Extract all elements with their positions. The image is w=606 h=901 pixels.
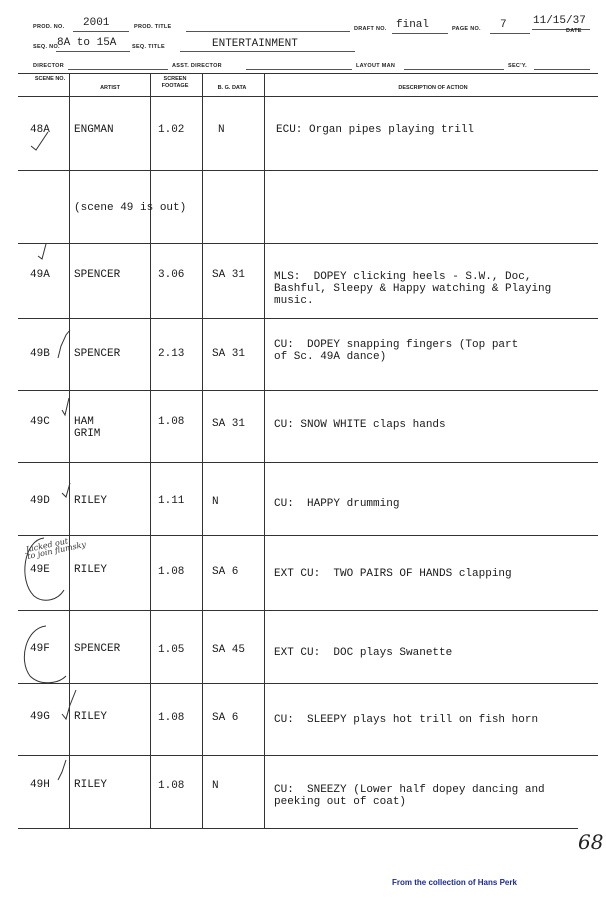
artist-name: RILEY (74, 779, 108, 791)
secy-label: SEC'Y. (508, 63, 528, 69)
asst-director-underline (246, 69, 352, 70)
artist-name: SPENCER (74, 269, 121, 281)
scene-number: 49E (30, 564, 50, 576)
row-separator (18, 243, 598, 244)
scene-number: 49C (30, 416, 50, 428)
date-label: DATE (566, 28, 582, 34)
artist-name: (scene 49 is out) (74, 202, 187, 214)
table-bottom-border (18, 828, 578, 829)
screen-footage: 2.13 (158, 348, 185, 360)
action-description: EXT CU: TWO PAIRS OF HANDS clapping (274, 568, 512, 580)
prod-no-label: PROD. NO. (33, 24, 65, 30)
seq-title-label: SEQ. TITLE (132, 44, 165, 50)
check-mark (38, 244, 46, 259)
col-divider-4 (264, 73, 265, 828)
artist-name: RILEY (74, 564, 108, 576)
date-value: 11/15/37 (533, 15, 586, 27)
scene-number: 48A (30, 124, 50, 136)
prod-no-underline (73, 31, 129, 32)
draft-no-value: final (396, 19, 430, 31)
row-separator (18, 390, 598, 391)
artist-name: ENGMAN (74, 124, 114, 136)
draft-no-underline (392, 33, 448, 34)
col-head-bg-data: B. G. DATA (217, 85, 247, 91)
page-no-value: 7 (500, 19, 507, 31)
scene-number: 49D (30, 495, 50, 507)
artist-name: RILEY (74, 495, 108, 507)
seq-title-underline (180, 51, 355, 52)
col-head-scene-no: SCENE NO. (34, 76, 66, 82)
prod-title-label: PROD. TITLE (134, 24, 172, 30)
artist-name: SPENCER (74, 643, 121, 655)
director-underline (68, 69, 168, 70)
col-divider-3 (202, 73, 203, 828)
row-separator (18, 755, 598, 756)
layout-man-label: LAYOUT MAN (356, 63, 396, 69)
action-description: CU: SNOW WHITE claps hands (274, 419, 446, 431)
page-no-underline (490, 33, 530, 34)
bg-data: SA 45 (212, 644, 246, 656)
screen-footage: 3.06 (158, 269, 185, 281)
prod-title-underline (186, 31, 350, 32)
seq-title-value: ENTERTAINMENT (212, 38, 298, 50)
bg-data: N (218, 124, 225, 136)
artist-name: HAM GRIM (74, 416, 101, 440)
check-mark (58, 760, 66, 780)
handwritten-note: Jacked out to join flumsky (24, 536, 87, 562)
artist-name: SPENCER (74, 348, 121, 360)
row-separator (18, 535, 598, 536)
col-head-description: DESCRIPTION OF ACTION (398, 85, 468, 91)
bg-data: SA 6 (212, 712, 239, 724)
prod-no-value: 2001 (83, 17, 110, 29)
screen-footage: 1.08 (158, 416, 185, 428)
seq-no-label: SEQ. NO. (33, 44, 60, 50)
bg-data: N (212, 496, 219, 508)
artist-name: RILEY (74, 711, 108, 723)
asst-director-label: ASST. DIRECTOR (172, 63, 222, 69)
row-separator (18, 462, 598, 463)
action-description: CU: DOPEY snapping fingers (Top part of Sc. 49A dance) (274, 339, 519, 363)
row-separator (18, 683, 598, 684)
screen-footage: 1.08 (158, 780, 185, 792)
scene-number: 49H (30, 779, 50, 791)
bg-data: SA 31 (212, 348, 246, 360)
action-description: CU: HAPPY drumming (274, 498, 400, 510)
bg-data: SA 31 (212, 418, 246, 430)
col-head-artist: ARTIST (100, 85, 120, 91)
col-divider-2 (150, 73, 151, 828)
check-mark (62, 398, 69, 415)
bg-data: SA 31 (212, 269, 246, 281)
screen-footage: 1.05 (158, 644, 185, 656)
col-head-screen-footage: SCREEN FOOTAGE (161, 76, 189, 89)
director-label: DIRECTOR (33, 63, 65, 69)
action-description: ECU: Organ pipes playing trill (276, 124, 475, 136)
row-separator (18, 318, 598, 319)
row-separator (18, 610, 598, 611)
seq-no-underline (56, 51, 130, 52)
page-no-label: PAGE NO. (452, 26, 481, 32)
screen-footage: 1.08 (158, 712, 185, 724)
scene-number: 49A (30, 269, 50, 281)
collection-credit: From the collection of Hans Perk (392, 878, 517, 887)
action-description: CU: SLEEPY plays hot trill on fish horn (274, 714, 539, 726)
seq-no-value: 8A to 15A (57, 37, 117, 49)
table-header-border (18, 96, 598, 97)
scene-number: 49B (30, 348, 50, 360)
layout-man-underline (404, 69, 504, 70)
screen-footage: 1.11 (158, 495, 185, 507)
page-number: 68 (578, 830, 604, 854)
row-separator (18, 170, 598, 171)
secy-underline (534, 69, 590, 70)
draft-no-label: DRAFT NO. (354, 26, 387, 32)
screen-footage: 1.08 (158, 566, 185, 578)
col-divider-1 (69, 73, 70, 828)
table-top-border (18, 73, 598, 74)
screen-footage: 1.02 (158, 124, 185, 136)
action-description: EXT CU: DOC plays Swanette (274, 647, 453, 659)
scene-number: 49G (30, 711, 50, 723)
scene-number: 49F (30, 643, 50, 655)
action-description: CU: SNEEZY (Lower half dopey dancing and peeking out of coat) (274, 784, 545, 808)
action-description: MLS: DOPEY clicking heels - S.W., Doc, Bashful, Sleepy & Happy watching & Playing music. (274, 271, 552, 307)
bg-data: SA 6 (212, 566, 239, 578)
bg-data: N (212, 780, 219, 792)
